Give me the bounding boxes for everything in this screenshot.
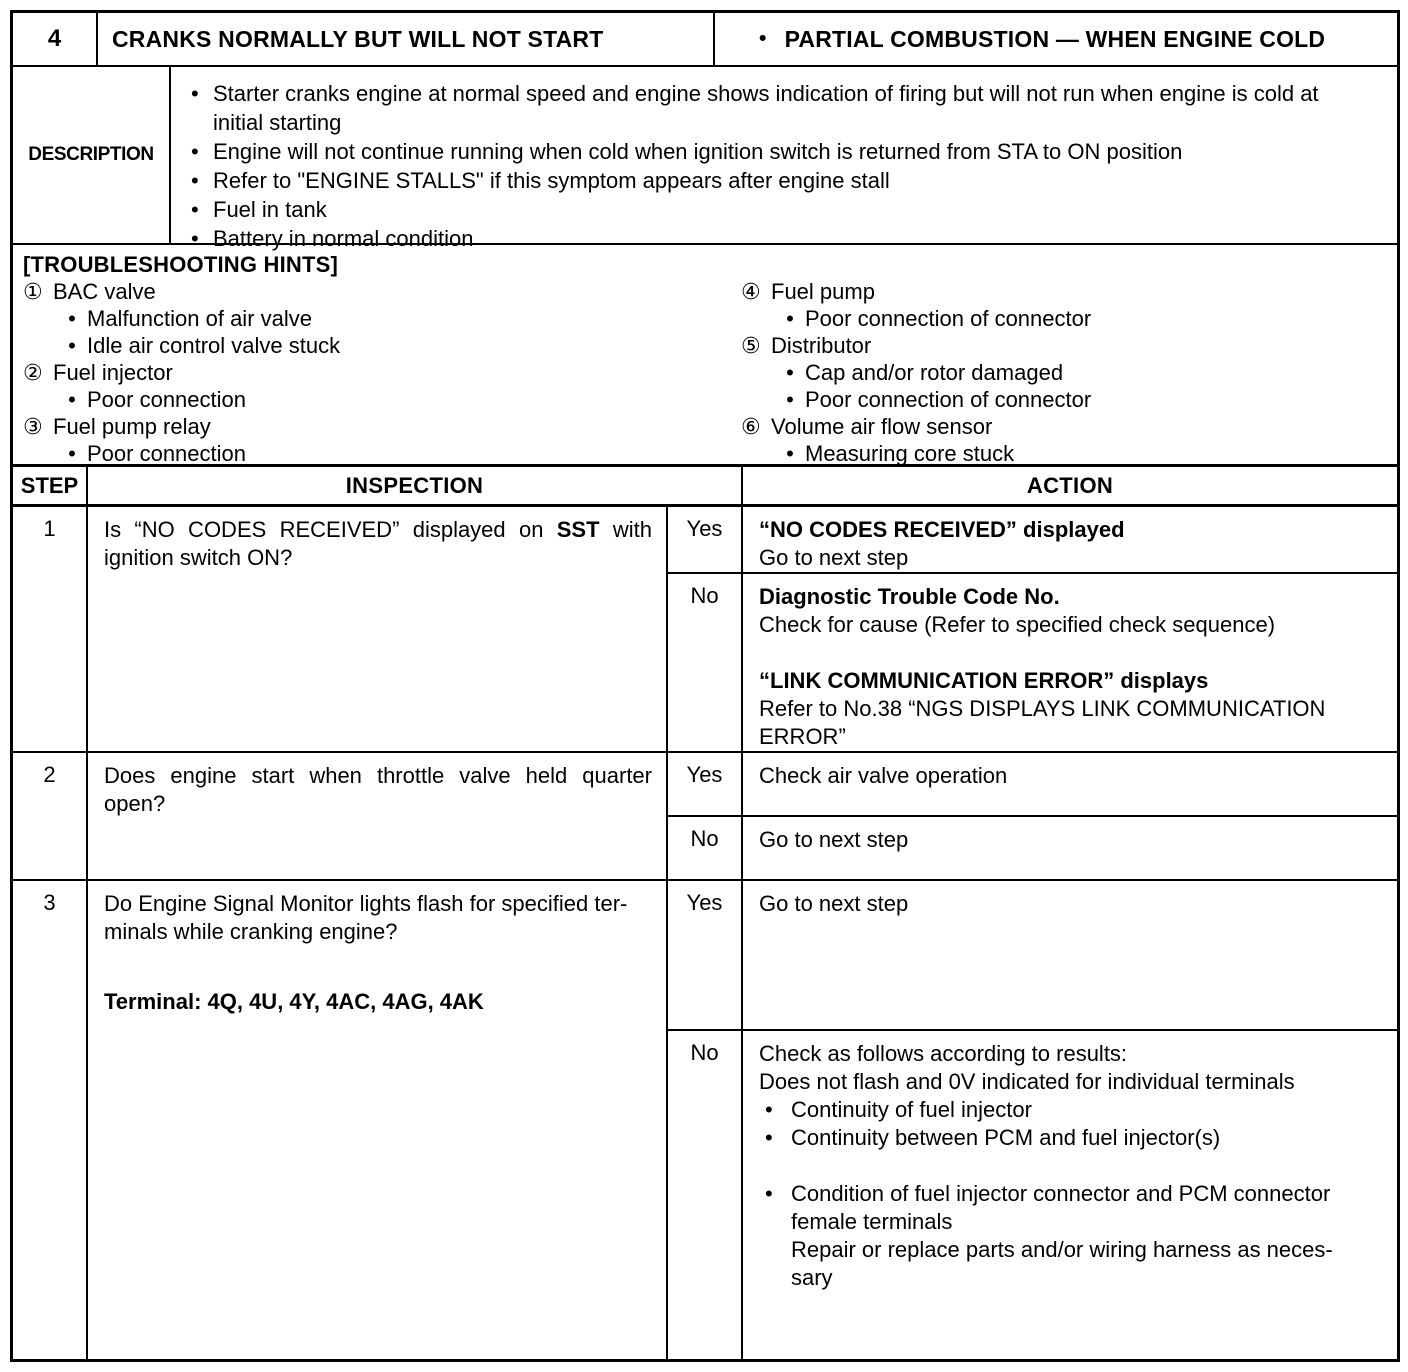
hint-sub-item: [23, 332, 741, 359]
step-row-1: [13, 507, 1397, 753]
step-row-2: [13, 753, 1397, 881]
bullet-icon: •: [191, 139, 199, 164]
step-number: 2: [13, 753, 88, 879]
bullet-icon: •: [786, 306, 794, 331]
bullet-icon: •: [765, 1097, 773, 1122]
inspection-question: Is “NO CODES RECEIVED” displayed on SST with ignition switch ON?: [104, 517, 652, 570]
hint-label: Volume air flow sensor: [771, 414, 993, 439]
action-line: Go to next step: [759, 827, 909, 852]
description-item: [183, 166, 1387, 195]
action-bullet-item: [759, 1124, 1381, 1152]
hint-sub-text: Poor connection of connector: [805, 306, 1092, 331]
hints-right-column: [741, 251, 1397, 464]
bullet-icon: •: [68, 441, 76, 466]
branches: [668, 881, 1397, 1359]
hint-sub-text: Idle air control valve stuck: [87, 333, 341, 358]
description-item-text: Engine will not continue running when cold when ignition switch is returned from STA to ON position: [213, 139, 1183, 164]
description-item-text: Starter cranks engine at normal speed and engine shows indication of firing but will not run when engine is cold at initial starting: [213, 81, 1319, 135]
bullet-icon: •: [759, 27, 767, 50]
hints-left-column: [23, 251, 741, 464]
bullet-icon: •: [191, 168, 199, 193]
hint-item: [23, 359, 741, 386]
action-line: Check air valve operation: [759, 763, 1008, 788]
hint-sub-item: [741, 359, 1397, 386]
description-list: [171, 67, 1397, 251]
hint-sub-text: Measuring core stuck: [805, 441, 1015, 466]
troubleshooting-hints: [13, 245, 1397, 467]
answer-label: Yes: [668, 881, 743, 1029]
action-line: “NO CODES RECEIVED” displayed: [759, 517, 1125, 542]
bullet-icon: •: [765, 1125, 773, 1150]
action-cell: [743, 574, 1397, 751]
no-branch: [668, 574, 1397, 751]
description-label: DESCRIPTION: [13, 67, 171, 243]
yes-branch: [668, 507, 1397, 574]
action-bullet-item: [759, 1180, 1381, 1292]
bullet-icon: •: [786, 441, 794, 466]
hint-label: BAC valve: [53, 279, 156, 304]
yes-branch: [668, 753, 1397, 817]
bold-term: SST: [556, 517, 600, 542]
bullet-icon: •: [191, 226, 199, 251]
inspection-question: Does engine start when throttle valve held quarter open?: [104, 763, 652, 816]
description-row: [13, 67, 1397, 251]
description-item: [183, 195, 1387, 224]
hint-item: [741, 332, 1397, 359]
hint-item: [741, 413, 1397, 440]
inspection-cell: [88, 753, 668, 879]
action-line: Refer to No.38 “NGS DISPLAYS LINK COMMUNICATION ERROR”: [759, 696, 1326, 749]
hint-sub-text: Poor connection: [87, 441, 246, 466]
hint-item: [23, 278, 741, 305]
description-item-text: Battery in normal condition: [213, 226, 474, 251]
hint-sub-item: [741, 440, 1397, 467]
action-bullet-item: [759, 1096, 1381, 1124]
symptom-condition: [715, 13, 1397, 65]
action-cell: [743, 881, 1397, 1029]
hint-sub-item: [741, 305, 1397, 332]
hint-sub-text: Cap and/or rotor damaged: [805, 360, 1064, 385]
action-line: Go to next step: [759, 545, 909, 570]
hint-item: [741, 278, 1397, 305]
title-row: [13, 13, 1397, 67]
answer-label: No: [668, 574, 743, 751]
step-number: 3: [13, 881, 88, 1359]
inspection-question-line: minals while cranking engine?: [104, 919, 398, 944]
circled-number-icon: ⑤: [741, 333, 761, 358]
bullet-icon: •: [786, 387, 794, 412]
step-row-3: [13, 881, 1397, 1359]
flowchart-number: 4: [13, 13, 98, 65]
no-branch: [668, 817, 1397, 879]
hint-sub-item: [741, 386, 1397, 413]
action-line: Check for cause (Refer to specified check sequence): [759, 612, 1276, 637]
bullet-icon: •: [191, 197, 199, 222]
action-cell: [743, 817, 1397, 879]
hint-label: Fuel injector: [53, 360, 173, 385]
inspection-cell: [88, 507, 668, 751]
terminal-spec: Terminal: 4Q, 4U, 4Y, 4AC, 4AG, 4AK: [104, 989, 484, 1014]
hint-label: Fuel pump: [771, 279, 875, 304]
table-header-row: [13, 467, 1397, 507]
action-bullet-text: Continuity of fuel injector: [791, 1097, 1032, 1122]
description-item-text: Refer to "ENGINE STALLS" if this symptom appears after engine stall: [213, 168, 890, 193]
bullet-icon: •: [765, 1181, 773, 1206]
action-line: “LINK COMMUNICATION ERROR” displays: [759, 668, 1209, 693]
hint-item: [23, 413, 741, 440]
hint-sub-item: [23, 386, 741, 413]
action-cell: [743, 1031, 1397, 1359]
column-header-inspection: INSPECTION: [88, 467, 743, 504]
circled-number-icon: ①: [23, 279, 43, 304]
symptom-condition-text: PARTIAL COMBUSTION — WHEN ENGINE COLD: [784, 25, 1326, 52]
action-line: Check as follows according to results:: [759, 1041, 1128, 1066]
inspection-question-line: Do Engine Signal Monitor lights flash for specified ter-: [104, 891, 628, 916]
action-bullet-text: Continuity between PCM and fuel injector(s): [791, 1125, 1221, 1150]
description-item-text: Fuel in tank: [213, 197, 327, 222]
troubleshooting-flowchart: [10, 10, 1400, 1362]
action-bullet-text: Condition of fuel injector connector and PCM connector female terminals Repair or replace parts and/or wiring harness as neces- sary: [791, 1181, 1333, 1290]
description-item: [183, 137, 1387, 166]
branches: [668, 507, 1397, 751]
description-item: [183, 79, 1387, 137]
hint-sub-item: [23, 305, 741, 332]
circled-number-icon: ⑥: [741, 414, 761, 439]
hint-sub-item: [23, 440, 741, 467]
bullet-icon: •: [68, 306, 76, 331]
hint-label: Distributor: [771, 333, 872, 358]
action-line: Go to next step: [759, 891, 909, 916]
answer-label: Yes: [668, 753, 743, 815]
no-branch: [668, 1031, 1397, 1359]
bullet-icon: •: [68, 333, 76, 358]
action-line: Diagnostic Trouble Code No.: [759, 584, 1060, 609]
answer-label: No: [668, 1031, 743, 1359]
action-cell: [743, 753, 1397, 815]
bullet-icon: •: [191, 81, 199, 106]
circled-number-icon: ②: [23, 360, 43, 385]
bullet-icon: •: [68, 387, 76, 412]
bullet-icon: •: [786, 360, 794, 385]
action-line: Does not flash and 0V indicated for individual terminals: [759, 1069, 1295, 1094]
hint-sub-text: Poor connection of connector: [805, 387, 1092, 412]
inspection-cell: [88, 881, 668, 1359]
yes-branch: [668, 881, 1397, 1031]
hint-sub-text: Poor connection: [87, 387, 246, 412]
hints-title: [TROUBLESHOOTING HINTS]: [23, 252, 339, 277]
column-header-action: ACTION: [1026, 472, 1114, 498]
branches: [668, 753, 1397, 879]
answer-label: Yes: [668, 507, 743, 572]
column-header-step: STEP: [13, 467, 88, 504]
hint-sub-text: Malfunction of air valve: [87, 306, 312, 331]
circled-number-icon: ④: [741, 279, 761, 304]
action-cell: [743, 507, 1397, 572]
hint-label: Fuel pump relay: [53, 414, 211, 439]
step-number: 1: [13, 507, 88, 751]
answer-label: No: [668, 817, 743, 879]
circled-number-icon: ③: [23, 414, 43, 439]
symptom-title: CRANKS NORMALLY BUT WILL NOT START: [98, 13, 715, 65]
